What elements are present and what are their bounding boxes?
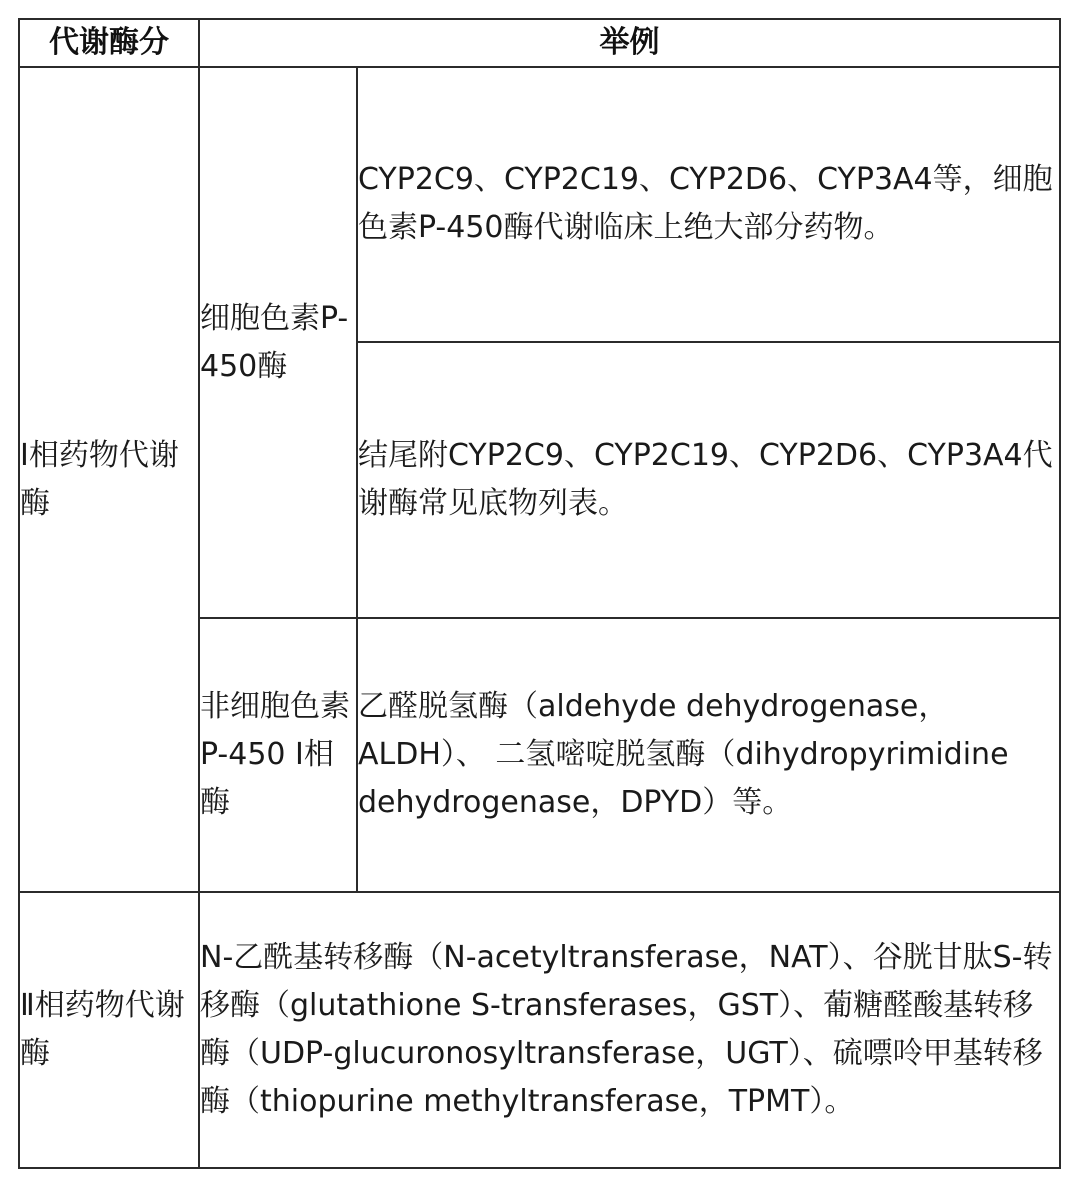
header-examples: 举例 — [199, 19, 1060, 67]
non-cyp450-label: 非细胞色素P-450 Ⅰ相酶 — [199, 618, 357, 892]
cyp450-example-2: 结尾附CYP2C9、CYP2C19、CYP2D6、CYP3A4代谢酶常见底物列表。 — [357, 342, 1060, 618]
table-row — [19, 67, 1060, 341]
table-row — [19, 892, 1060, 1168]
phase1-label: Ⅰ相药物代谢酶 — [19, 67, 199, 892]
non-cyp450-example: 乙醛脱氢酶（aldehyde dehydrogenase，ALDH）、 二氢嘧啶脱氢酶（dihydropyrimidine dehydrogenase，DPYD）等。 — [357, 618, 1060, 892]
phase2-label: Ⅱ相药物代谢酶 — [19, 892, 199, 1168]
cyp450-example-1: CYP2C9、CYP2C19、CYP2D6、CYP3A4等，细胞色素P-450酶代谢临床上绝大部分药物。 — [357, 67, 1060, 341]
enzyme-table — [18, 18, 1061, 1169]
header-category: 代谢酶分 — [19, 19, 199, 67]
cyp450-label: 细胞色素P-450酶 — [199, 67, 357, 618]
phase2-example: N-乙酰基转移酶（N-acetyltransferase，NAT）、谷胱甘肽S-转移酶（glutathione S-transferases，GST）、葡糖醛酸基转移酶（UDP-glucuronosyltransferase，UGT）、硫嘌呤甲基转移酶（thiopurine methyltransferase，TPMT）。 — [199, 892, 1060, 1168]
header-row — [19, 19, 1060, 67]
